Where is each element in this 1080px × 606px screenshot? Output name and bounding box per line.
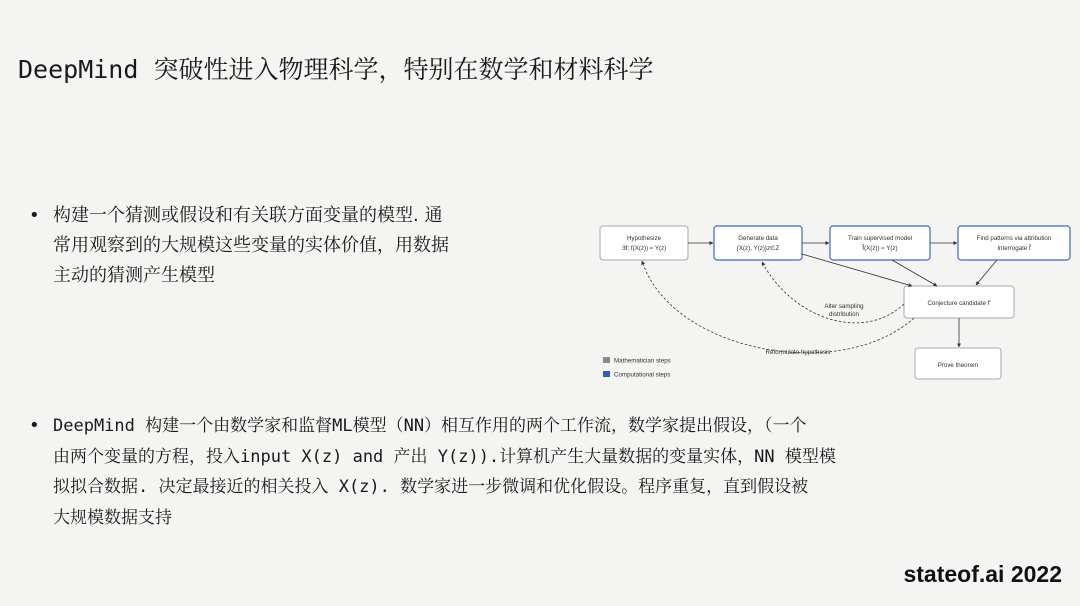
node-conjecture-label: Conjecture candidate f' [927, 300, 991, 307]
node-conjecture [904, 286, 1014, 318]
bullet-1-line-2: 常用观察到的大规模这些变量的实体价值，用数据 [53, 235, 449, 256]
node-generate-formula: {X(z), Y(z)}z∈Z [736, 245, 780, 252]
node-train [830, 226, 930, 260]
bullet-1 [29, 201, 558, 291]
node-prove-label: Prove theorem [937, 362, 979, 369]
legend-swatch-comp [603, 371, 610, 377]
legend-label-comp: Computational steps [614, 371, 671, 379]
bullet-dot: • [29, 415, 40, 436]
node-find [958, 226, 1070, 260]
edge-label-alter-1: Alter sampling [824, 303, 864, 310]
node-find-label: Find patterns via attribution [976, 235, 1052, 242]
workflow-diagram [592, 218, 1080, 388]
legend-swatch-math [603, 357, 610, 363]
slide-title: DeepMind 突破性进入物理科学，特别在数学和材料科学 [18, 55, 654, 84]
bullet-2-line-4: 大规模数据支持 [53, 507, 172, 528]
node-train-label: Train supervised model [847, 235, 913, 242]
node-hypothesize [600, 226, 688, 260]
bullet-2-line-2: 由两个变量的方程，投入input X(z) and 产出 Y(z)).计算机产生大量数据的变量实体，NN 模型模 [53, 446, 836, 467]
node-train-formula: f̂(X(z)) ≈ Y(z) [862, 245, 898, 252]
node-hypothesize-formula: ∃f: f(X(z)) ≈ Y(z) [621, 245, 667, 252]
bullet-dot: • [29, 205, 40, 226]
bullet-2-line-3: 拟拟合数据. 决定最接近的相关投入 X(z). 数学家进一步微调和优化假设。程序重复，直到假设被 [53, 477, 809, 497]
footer-brand: stateof.ai 2022 [903, 561, 1062, 587]
edge-label-reformulate: Reformulate hypothesis [765, 349, 831, 356]
node-hypothesize-label: Hypothesize [626, 235, 662, 242]
bullet-2 [29, 411, 1053, 533]
legend-label-math: Mathematician steps [614, 357, 671, 365]
node-find-formula: Interrogate f̂ [997, 245, 1031, 252]
node-generate [714, 226, 802, 260]
bullet-1-line-1: 构建一个猜测或假设和有关联方面变量的模型. 通 [53, 205, 443, 226]
edge-find-conjecture [976, 260, 997, 285]
node-generate-label: Generate data [738, 235, 778, 242]
edge-label-alter-2: distribution [829, 311, 859, 318]
node-prove [915, 348, 1001, 379]
legend [603, 357, 671, 379]
bullet-2-line-1: DeepMind 构建一个由数学家和监督ML模型（NN）相互作用的两个工作流，数学家提出假设，（一个 [53, 416, 807, 436]
bullet-1-line-3: 主动的猜测产生模型 [53, 265, 215, 286]
